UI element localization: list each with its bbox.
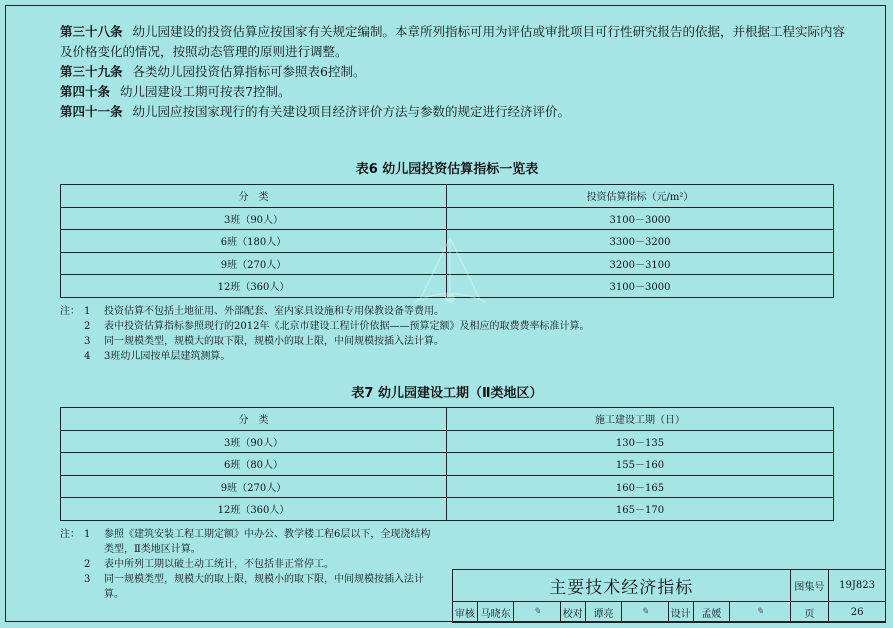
table6-caption: 表6 幼儿园投资估算指标一览表: [355, 162, 539, 177]
note-item: 3 同一规模类型，规模大的取上限，规模小的取下限，中间规模按插入法计算。: [84, 574, 424, 600]
article-40: 第四十条 幼儿园建设工期可按表7控制。: [60, 84, 291, 99]
drawing-title: 主要技术经济指标: [453, 570, 791, 602]
category-cell: 9班（270人）: [61, 252, 447, 275]
page-number: 26: [829, 602, 886, 623]
page-label: 页: [790, 602, 829, 623]
value-cell: 3300－3200: [447, 230, 834, 253]
table7-notes: [60, 527, 438, 602]
value-cell: 3100－3000: [447, 275, 834, 298]
watermark-logo-icon: [400, 230, 500, 360]
value-cell: 155－160: [447, 453, 834, 476]
value-cell: 160－165: [447, 475, 834, 498]
checker-signature: ✎: [622, 602, 668, 623]
note-item: 2 表中所列工期以破土动工统计，不包括非正常停工。: [84, 559, 334, 570]
table-header-row: [61, 408, 834, 431]
title-block: [452, 569, 886, 623]
article-39: 第三十九条 各类幼儿园投资估算指标可参照表6控制。: [60, 64, 366, 79]
check-label: 校对: [560, 602, 585, 623]
reviewer-signature: ✎: [514, 602, 560, 623]
category-cell: 6班（180人）: [61, 230, 447, 253]
reviewer-name: 马晓东: [477, 602, 514, 623]
table-row: [61, 498, 834, 521]
designer-name: 孟媛: [693, 602, 730, 623]
article-38: 第三十八条 幼儿园建设的投资估算应按国家有关规定编制。本章所列指标可用为评估或审批项目可行性研究报告的依据，并根据工程实际内容及价格变化的情况，按照动态管理的原则进行调整。: [60, 24, 846, 59]
value-cell: 3100－3000: [447, 207, 834, 230]
table-row: [61, 475, 834, 498]
designer-signature: ✎: [730, 602, 790, 623]
atlas-label: 图集号: [790, 570, 829, 602]
review-label: 审核: [453, 602, 478, 623]
table-row: [61, 430, 834, 453]
checker-name: 谭亮: [585, 602, 622, 623]
note-item: 2 表中投资估算指标参照现行的2012年《北京市建设工程计价依据——预算定额》及相应的取费费率标准计算。: [84, 321, 590, 332]
table-row: [61, 207, 834, 230]
value-cell: 3200－3100: [447, 252, 834, 275]
value-cell: 165－170: [447, 498, 834, 521]
category-cell: 12班（360人）: [61, 498, 447, 521]
category-cell: 3班（90人）: [61, 430, 447, 453]
header-category: 分 类: [61, 185, 447, 208]
design-label: 设计: [668, 602, 693, 623]
header-category: 分 类: [61, 408, 447, 431]
category-cell: 6班（80人）: [61, 453, 447, 476]
note-item: 4 3班幼儿园按单层建筑测算。: [84, 351, 231, 362]
category-cell: 9班（270人）: [61, 475, 447, 498]
note-item: 注： 1 投资估算不包括土地征用、外部配套、室内家具设施和专用保教设备等费用。: [60, 306, 444, 317]
note-item: 注： 1 参照《建筑安装工程工期定额》中办公、教学楼工程6层以下，全现浇结构类型，Ⅱ类地区计算。: [60, 529, 431, 555]
atlas-number: 19J823: [829, 570, 886, 602]
table7: [60, 407, 834, 521]
table-row: [61, 453, 834, 476]
category-cell: 12班（360人）: [61, 275, 447, 298]
header-investment: 投资估算指标（元/m²）: [447, 185, 834, 208]
article-41: 第四十一条 幼儿园应按国家现行的有关建设项目经济评价方法与参数的规定进行经济评价。: [60, 104, 571, 119]
category-cell: 3班（90人）: [61, 207, 447, 230]
table-header-row: [61, 185, 834, 208]
table7-caption: 表7 幼儿园建设工期（Ⅱ类地区）: [351, 386, 543, 401]
articles-section: [60, 22, 850, 122]
value-cell: 130－135: [447, 430, 834, 453]
note-item: 3 同一规模类型，规模大的取下限，规模小的取上限，中间规模按插入法计算。: [84, 336, 444, 347]
header-duration: 施工建设工期（日）: [447, 408, 834, 431]
